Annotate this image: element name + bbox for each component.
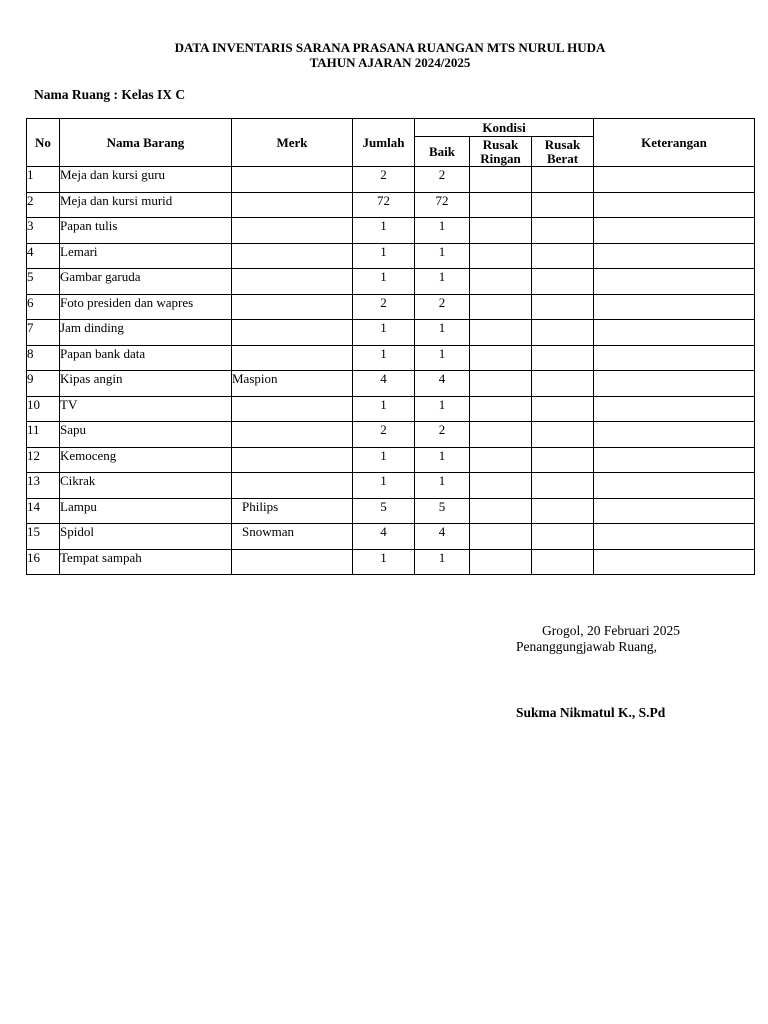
cell-jumlah: 2 xyxy=(353,167,415,193)
cell-nama-barang: Jam dinding xyxy=(60,320,232,346)
cell-merk xyxy=(232,345,353,371)
table-row xyxy=(27,371,755,397)
table-row xyxy=(27,473,755,499)
cell-no: 13 xyxy=(27,473,60,499)
cell-merk xyxy=(232,422,353,448)
cell-baik: 4 xyxy=(415,524,470,550)
cell-nama-barang: Lemari xyxy=(60,243,232,269)
cell-baik: 2 xyxy=(415,167,470,193)
cell-rusak-ringan xyxy=(470,549,532,575)
cell-jumlah: 2 xyxy=(353,422,415,448)
header-keterangan: Keterangan xyxy=(594,119,755,167)
signature-role: Penanggungjawab Ruang, xyxy=(516,639,657,654)
cell-merk xyxy=(232,218,353,244)
header-rusak-ringan xyxy=(470,137,532,167)
cell-rusak-ringan xyxy=(470,422,532,448)
cell-rusak-ringan xyxy=(470,294,532,320)
cell-keterangan xyxy=(594,447,755,473)
cell-keterangan xyxy=(594,269,755,295)
table-row xyxy=(27,345,755,371)
table-row xyxy=(27,269,755,295)
cell-nama-barang: Gambar garuda xyxy=(60,269,232,295)
cell-keterangan xyxy=(594,549,755,575)
cell-nama-barang: Sapu xyxy=(60,422,232,448)
cell-baik: 1 xyxy=(415,243,470,269)
header-merk: Merk xyxy=(232,119,353,167)
cell-baik: 1 xyxy=(415,473,470,499)
cell-no: 4 xyxy=(27,243,60,269)
cell-keterangan xyxy=(594,371,755,397)
cell-rusak-ringan xyxy=(470,524,532,550)
cell-keterangan xyxy=(594,422,755,448)
header-jumlah: Jumlah xyxy=(353,119,415,167)
cell-rusak-berat xyxy=(532,498,594,524)
cell-merk: Snowman xyxy=(232,524,353,550)
header-rusak-ringan-line1: Rusak xyxy=(482,136,519,152)
cell-jumlah: 1 xyxy=(353,269,415,295)
inventory-rows xyxy=(27,167,755,575)
cell-merk xyxy=(232,320,353,346)
cell-jumlah: 4 xyxy=(353,524,415,550)
cell-no: 12 xyxy=(27,447,60,473)
cell-merk xyxy=(232,549,353,575)
table-row xyxy=(27,320,755,346)
cell-no: 8 xyxy=(27,345,60,371)
cell-rusak-berat xyxy=(532,473,594,499)
cell-keterangan xyxy=(594,396,755,422)
header-baik: Baik xyxy=(415,137,470,167)
cell-no: 16 xyxy=(27,549,60,575)
table-row xyxy=(27,192,755,218)
cell-no: 2 xyxy=(27,192,60,218)
cell-nama-barang: TV xyxy=(60,396,232,422)
cell-jumlah: 1 xyxy=(353,473,415,499)
cell-nama-barang: Papan tulis xyxy=(60,218,232,244)
cell-rusak-ringan xyxy=(470,371,532,397)
cell-rusak-ringan xyxy=(470,167,532,193)
cell-baik: 1 xyxy=(415,396,470,422)
cell-no: 1 xyxy=(27,167,60,193)
cell-merk xyxy=(232,167,353,193)
cell-baik: 2 xyxy=(415,294,470,320)
cell-rusak-ringan xyxy=(470,345,532,371)
signature-name: Sukma Nikmatul K., S.Pd xyxy=(516,705,666,720)
cell-baik: 1 xyxy=(415,320,470,346)
cell-keterangan xyxy=(594,192,755,218)
cell-baik: 4 xyxy=(415,371,470,397)
cell-no: 7 xyxy=(27,320,60,346)
table-row xyxy=(27,167,755,193)
cell-nama-barang: Cikrak xyxy=(60,473,232,499)
cell-rusak-ringan xyxy=(470,473,532,499)
cell-baik: 1 xyxy=(415,549,470,575)
header-rusak-berat xyxy=(532,137,594,167)
cell-rusak-berat xyxy=(532,396,594,422)
cell-rusak-ringan xyxy=(470,218,532,244)
cell-nama-barang: Kemoceng xyxy=(60,447,232,473)
cell-baik: 1 xyxy=(415,218,470,244)
cell-merk xyxy=(232,447,353,473)
cell-nama-barang: Papan bank data xyxy=(60,345,232,371)
cell-no: 10 xyxy=(27,396,60,422)
table-row xyxy=(27,218,755,244)
inventory-table xyxy=(26,118,755,575)
cell-rusak-berat xyxy=(532,218,594,244)
cell-rusak-ringan xyxy=(470,396,532,422)
cell-no: 14 xyxy=(27,498,60,524)
header-rusak-berat-line2: Berat xyxy=(546,150,579,166)
cell-keterangan xyxy=(594,167,755,193)
cell-jumlah: 4 xyxy=(353,371,415,397)
cell-rusak-berat xyxy=(532,269,594,295)
cell-no: 9 xyxy=(27,371,60,397)
table-row xyxy=(27,549,755,575)
cell-rusak-ringan xyxy=(470,320,532,346)
cell-nama-barang: Kipas angin xyxy=(60,371,232,397)
table-row xyxy=(27,243,755,269)
cell-jumlah: 72 xyxy=(353,192,415,218)
cell-baik: 1 xyxy=(415,447,470,473)
cell-rusak-berat xyxy=(532,447,594,473)
signature-place-date: Grogol, 20 Februari 2025 xyxy=(542,623,680,638)
cell-keterangan xyxy=(594,294,755,320)
cell-rusak-berat xyxy=(532,524,594,550)
cell-merk xyxy=(232,243,353,269)
cell-no: 11 xyxy=(27,422,60,448)
cell-jumlah: 1 xyxy=(353,320,415,346)
cell-nama-barang: Lampu xyxy=(60,498,232,524)
cell-no: 5 xyxy=(27,269,60,295)
cell-jumlah: 1 xyxy=(353,243,415,269)
cell-jumlah: 1 xyxy=(353,218,415,244)
cell-rusak-berat xyxy=(532,549,594,575)
cell-merk xyxy=(232,192,353,218)
cell-no: 3 xyxy=(27,218,60,244)
cell-rusak-berat xyxy=(532,320,594,346)
cell-jumlah: 2 xyxy=(353,294,415,320)
cell-keterangan xyxy=(594,524,755,550)
table-row xyxy=(27,396,755,422)
cell-merk xyxy=(232,269,353,295)
cell-baik: 2 xyxy=(415,422,470,448)
cell-keterangan xyxy=(594,243,755,269)
cell-merk: Maspion xyxy=(232,371,353,397)
cell-rusak-berat xyxy=(532,422,594,448)
cell-jumlah: 1 xyxy=(353,396,415,422)
document-title: DATA INVENTARIS SARANA PRASANA RUANGAN MTS NURUL HUDA xyxy=(174,40,606,55)
cell-rusak-berat xyxy=(532,294,594,320)
cell-rusak-berat xyxy=(532,167,594,193)
cell-baik: 5 xyxy=(415,498,470,524)
header-rusak-ringan-line2: Ringan xyxy=(480,150,521,166)
cell-baik: 72 xyxy=(415,192,470,218)
cell-jumlah: 1 xyxy=(353,549,415,575)
cell-nama-barang: Tempat sampah xyxy=(60,549,232,575)
cell-jumlah: 5 xyxy=(353,498,415,524)
cell-rusak-berat xyxy=(532,371,594,397)
table-row xyxy=(27,422,755,448)
room-name: Nama Ruang : Kelas IX C xyxy=(34,87,186,102)
cell-rusak-ringan xyxy=(470,447,532,473)
table-row xyxy=(27,498,755,524)
cell-merk xyxy=(232,473,353,499)
cell-nama-barang: Meja dan kursi guru xyxy=(60,167,232,193)
cell-merk: Philips xyxy=(232,498,353,524)
cell-rusak-ringan xyxy=(470,192,532,218)
cell-baik: 1 xyxy=(415,345,470,371)
cell-no: 6 xyxy=(27,294,60,320)
table-row xyxy=(27,447,755,473)
table-row xyxy=(27,294,755,320)
header-no: No xyxy=(27,119,60,167)
cell-keterangan xyxy=(594,320,755,346)
cell-merk xyxy=(232,294,353,320)
cell-keterangan xyxy=(594,218,755,244)
header-kondisi: Kondisi xyxy=(415,119,594,137)
cell-rusak-berat xyxy=(532,192,594,218)
table-row xyxy=(27,524,755,550)
cell-no: 15 xyxy=(27,524,60,550)
cell-rusak-berat xyxy=(532,243,594,269)
cell-rusak-ringan xyxy=(470,269,532,295)
cell-nama-barang: Meja dan kursi murid xyxy=(60,192,232,218)
cell-rusak-ringan xyxy=(470,243,532,269)
cell-rusak-ringan xyxy=(470,498,532,524)
document-subtitle: TAHUN AJARAN 2024/2025 xyxy=(309,55,471,70)
cell-jumlah: 1 xyxy=(353,447,415,473)
cell-baik: 1 xyxy=(415,269,470,295)
cell-rusak-berat xyxy=(532,345,594,371)
header-nama-barang: Nama Barang xyxy=(60,119,232,167)
cell-keterangan xyxy=(594,473,755,499)
header-rusak-berat-line1: Rusak xyxy=(544,136,581,152)
cell-nama-barang: Foto presiden dan wapres xyxy=(60,294,232,320)
cell-merk xyxy=(232,396,353,422)
cell-keterangan xyxy=(594,345,755,371)
cell-nama-barang: Spidol xyxy=(60,524,232,550)
cell-keterangan xyxy=(594,498,755,524)
cell-jumlah: 1 xyxy=(353,345,415,371)
